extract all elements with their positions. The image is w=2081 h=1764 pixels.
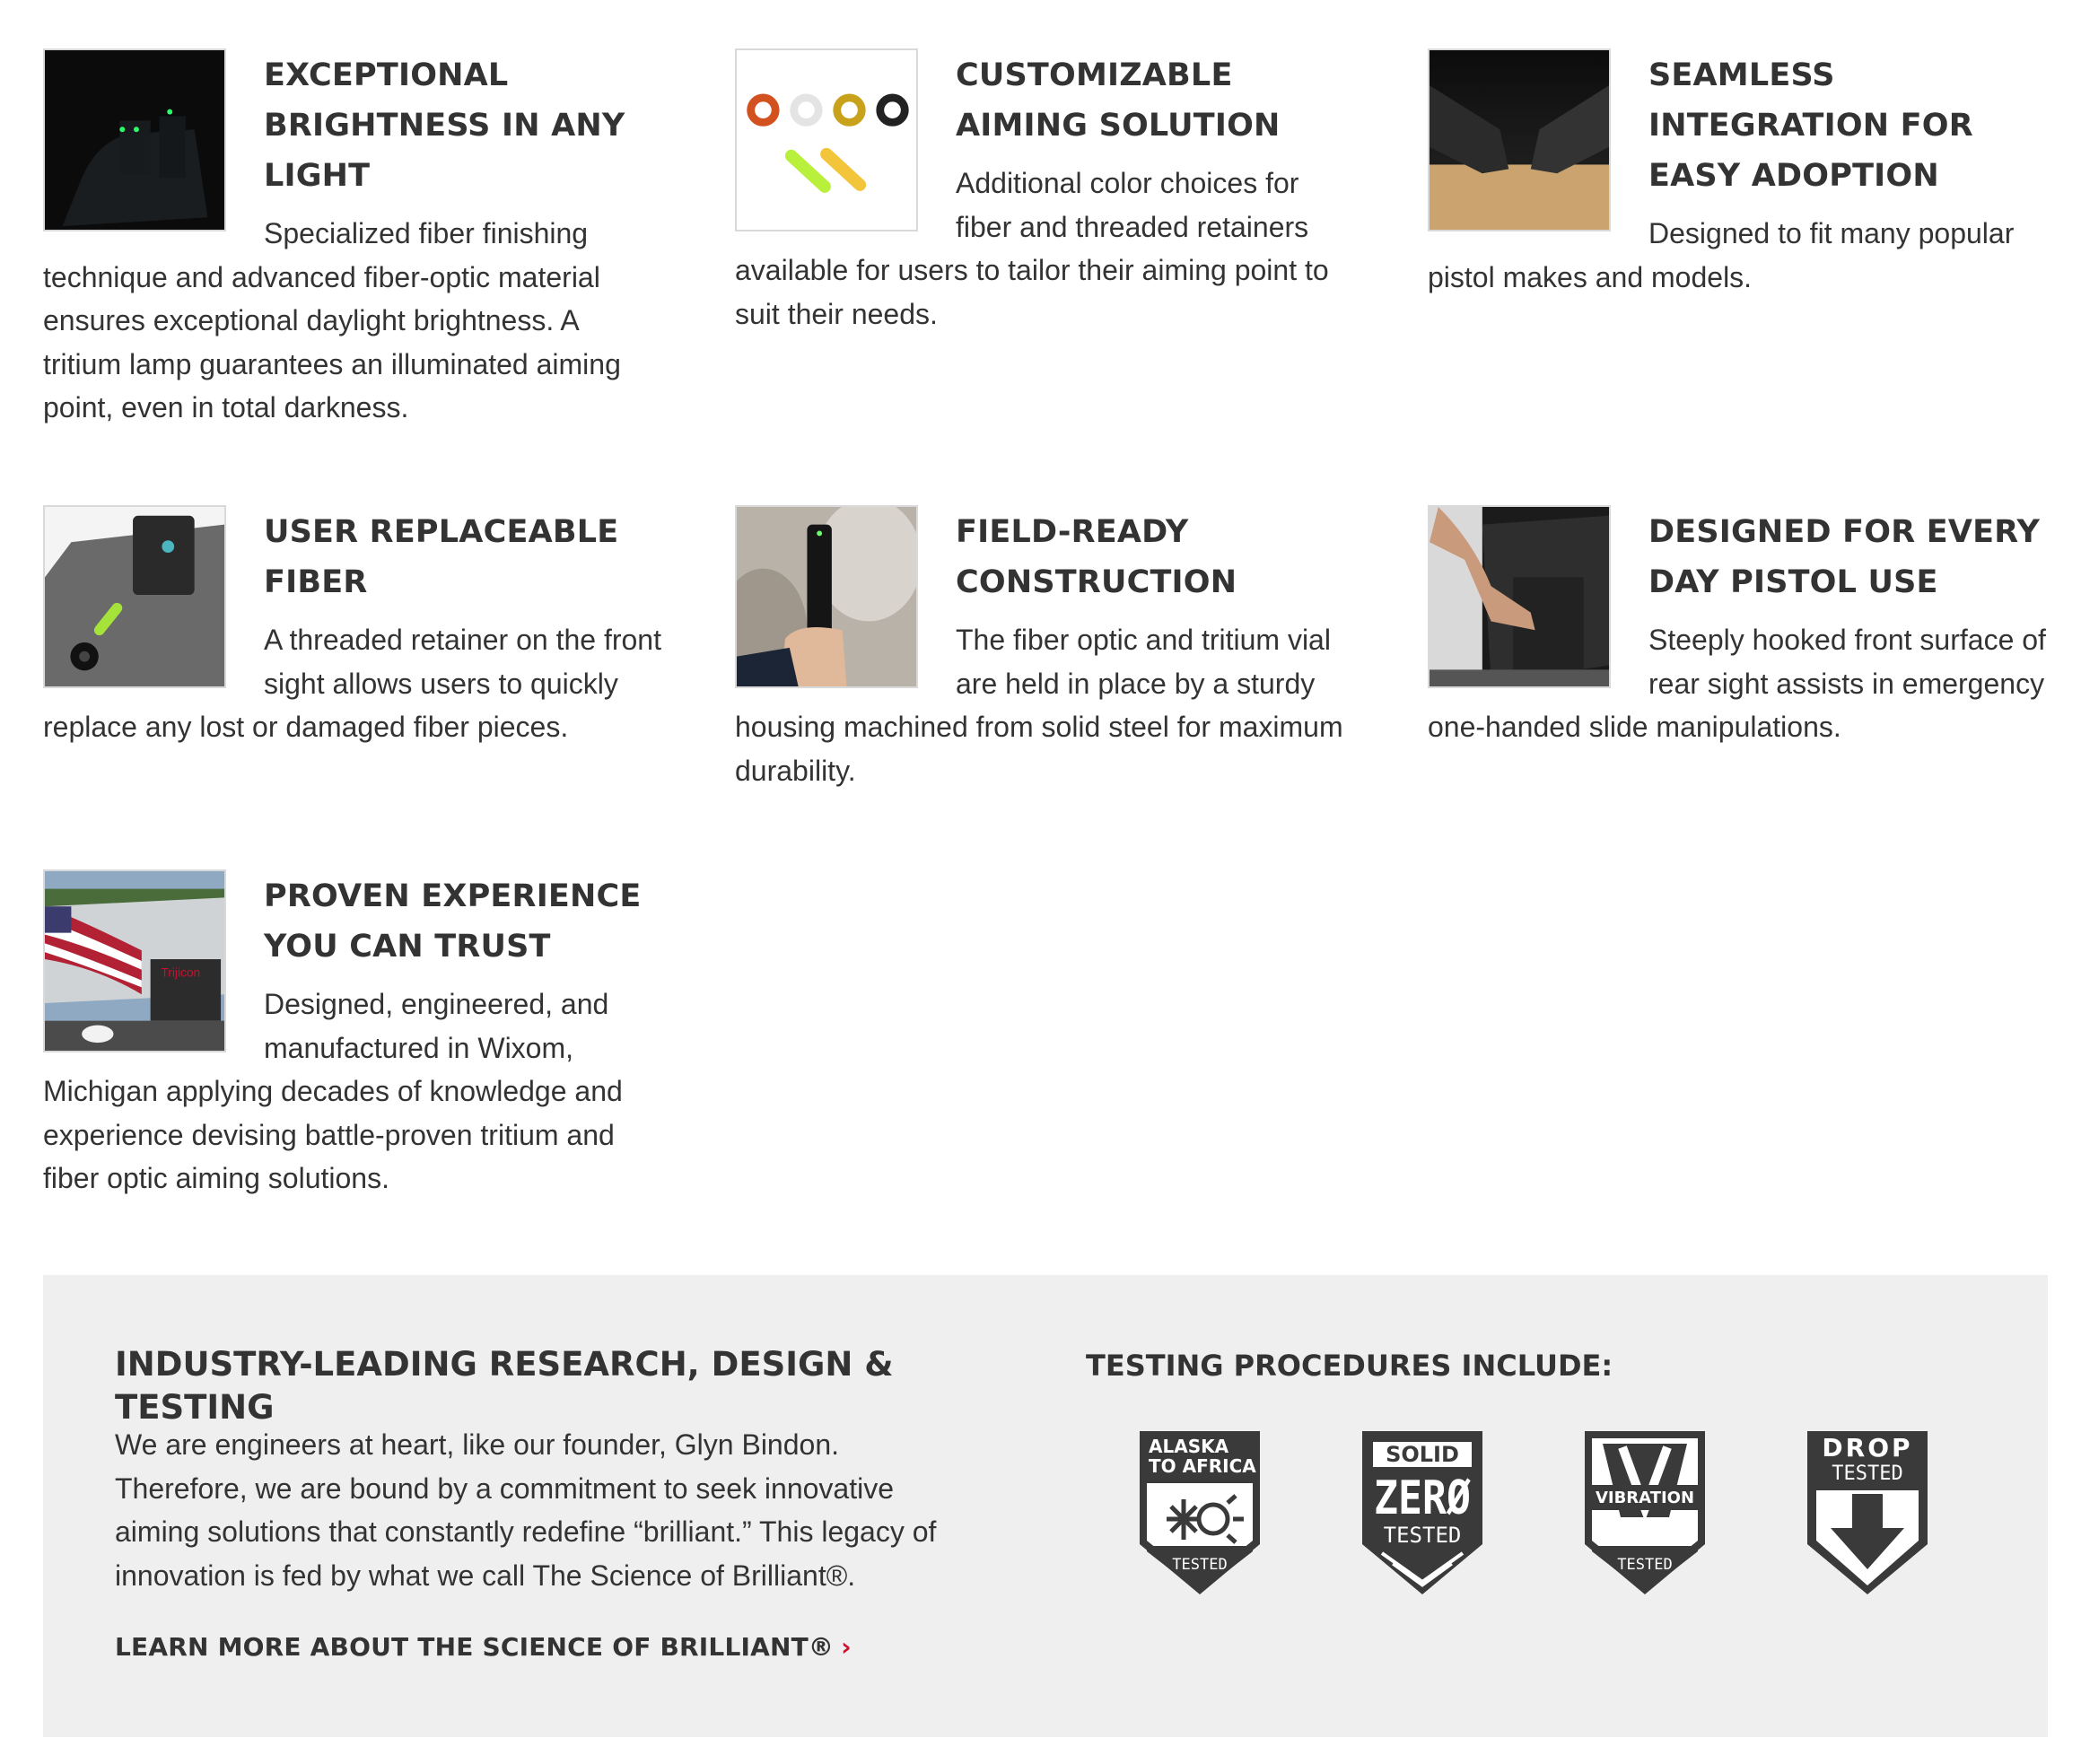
badge-line2: TO AFRICA bbox=[1149, 1455, 1256, 1477]
headquarters-image bbox=[43, 869, 226, 1052]
feature-text: A threaded retainer on the front sight allows users to quickly replace any lost or damaged fiber pieces. bbox=[43, 624, 661, 743]
feature-text: Specialized fiber finishing technique and advanced fiber-optic material ensures exceptional daylight brightness. A tritium lamp guarantees an illuminated aiming point, even in total darkness. bbox=[43, 217, 621, 424]
feature-every-day-pistol bbox=[1428, 505, 2047, 749]
feature-text: Designed, engineered, and manufactured in Wixom, Michigan applying decades of knowledge and experience devising battle-proven tritium and fiber optic aiming solutions. bbox=[43, 988, 623, 1194]
learn-more-label: LEARN MORE ABOUT THE SCIENCE OF BRILLIANT® bbox=[115, 1632, 835, 1662]
feature-title: USER REPLACEABLE FIBER bbox=[264, 514, 619, 600]
feature-text: Steeply hooked front surface of rear sight assists in emergency one-handed slide manipulations. bbox=[1428, 624, 2046, 743]
pistol-hand-image bbox=[735, 505, 918, 688]
drop-tested-badge bbox=[1802, 1428, 1933, 1598]
solid-zero-badge bbox=[1357, 1428, 1488, 1598]
badge-line2: ZERØ bbox=[1374, 1471, 1471, 1525]
research-section bbox=[43, 1275, 2048, 1737]
feature-proven-experience bbox=[43, 869, 662, 1201]
fiber-colors-image bbox=[735, 48, 918, 231]
badge-line1: SOLID bbox=[1386, 1442, 1459, 1467]
feature-text: Additional color choices for fiber and threaded retainers available for users to tailor their aiming point to suit their needs. bbox=[735, 167, 1329, 330]
building-sign-text: Trijicon bbox=[161, 965, 201, 980]
feature-user-replaceable-fiber bbox=[43, 505, 662, 749]
slide-manipulation-image bbox=[1428, 505, 1611, 688]
feature-title: PROVEN EXPERIENCE YOU CAN TRUST bbox=[264, 878, 642, 965]
research-title: INDUSTRY-LEADING RESEARCH, DESIGN & TESTING bbox=[115, 1345, 894, 1427]
badge-line2: TESTED bbox=[1832, 1463, 1903, 1485]
badge-line1: ALASKA bbox=[1149, 1436, 1229, 1457]
feature-text: The fiber optic and tritium vial are held in place by a sturdy housing machined from solid steel for maximum durability. bbox=[735, 624, 1343, 787]
chevron-right-icon: › bbox=[841, 1632, 852, 1662]
feature-title: EXCEPTIONAL BRIGHTNESS IN ANY LIGHT bbox=[264, 57, 625, 194]
alaska-to-africa-badge bbox=[1134, 1428, 1265, 1598]
badge-bottom: TESTED bbox=[1617, 1556, 1673, 1574]
feature-text: Designed to fit many popular pistol makes and models. bbox=[1428, 217, 2015, 293]
badge-bottom: TESTED bbox=[1172, 1556, 1228, 1574]
badge-line2: VIBRATION bbox=[1595, 1489, 1695, 1507]
feature-customizable-aiming bbox=[735, 48, 1354, 336]
feature-title: CUSTOMIZABLE AIMING SOLUTION bbox=[956, 57, 1281, 144]
badge-line1: DROP bbox=[1822, 1433, 1913, 1463]
night-sight-image bbox=[43, 48, 226, 231]
feature-title: SEAMLESS INTEGRATION FOR EASY ADOPTION bbox=[1648, 57, 1973, 194]
feature-seamless-integration bbox=[1428, 48, 2047, 299]
fiber-replacement-image bbox=[43, 505, 226, 688]
vibration-badge bbox=[1579, 1428, 1710, 1598]
pistols-image bbox=[1428, 48, 1611, 231]
feature-exceptional-brightness bbox=[43, 48, 662, 430]
feature-title: DESIGNED FOR EVERY DAY PISTOL USE bbox=[1648, 514, 2041, 600]
learn-more-link[interactable] bbox=[115, 1632, 852, 1662]
badge-bottom: TESTED bbox=[1383, 1523, 1462, 1548]
testing-title: TESTING PROCEDURES INCLUDE: bbox=[1086, 1349, 1613, 1383]
research-body: We are engineers at heart, like our founder, Glyn Bindon. Therefore, we are bound by a commitment to seek innovative aiming solutions that constantly redefine “brilliant.” This legacy of innovation is fed by what we call The Science of Brilliant®. bbox=[115, 1428, 937, 1592]
feature-field-ready bbox=[735, 505, 1354, 792]
feature-title: FIELD-READY CONSTRUCTION bbox=[956, 514, 1237, 600]
